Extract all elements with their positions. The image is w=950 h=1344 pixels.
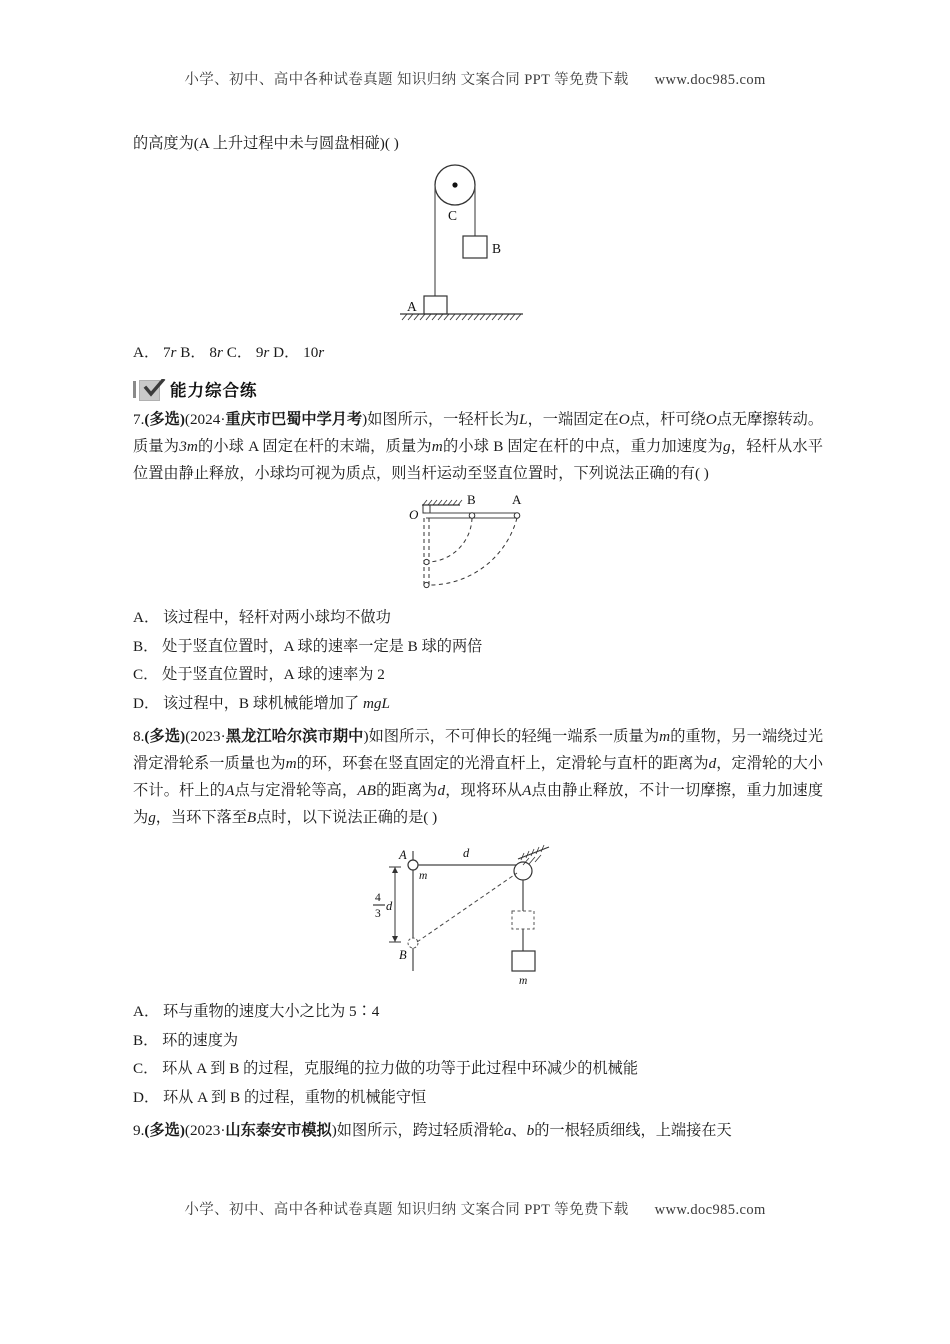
question-9-stem: 9.(多选)(2023·山东泰安市模拟)如图所示，跨过轻质滑轮a、b的一根轻质细线，上端接在天 — [133, 1122, 732, 1139]
svg-text:A: A — [399, 848, 407, 862]
answers-q6-line — [133, 339, 823, 366]
svg-text:4: 4 — [375, 892, 381, 904]
q7-option-b: B． 处于竖直位置时，A 球的速率一定是 B 球的两倍 — [133, 637, 483, 655]
svg-text:B: B — [399, 948, 407, 962]
q8-option-a: A． 环与重物的速度大小之比为 5∶4 — [133, 1003, 380, 1020]
answer-d: D． 10r — [273, 344, 325, 361]
watermark-text-bottom: 小学、初中、高中各种试卷真题 知识归纳 文案合同 PPT 等免费下载 — [184, 1202, 629, 1218]
section-header-ability-practice — [133, 377, 823, 401]
q9-source: 山东泰安市模拟 — [225, 1122, 332, 1139]
svg-text:d: d — [463, 846, 470, 860]
svg-text:B: B — [467, 493, 476, 507]
watermark-text: 小学、初中、高中各种试卷真题 知识归纳 文案合同 PPT 等免费下载 — [184, 72, 629, 88]
q7-type-tag: (多选) — [144, 411, 185, 428]
svg-text:C: C — [448, 208, 458, 223]
figure-ring-rod-pulley — [133, 837, 823, 992]
figure-rotating-rod — [133, 493, 823, 598]
svg-text:O: O — [409, 507, 419, 522]
answer-c: C． 9r — [226, 344, 270, 361]
watermark-url-bottom: www.doc985.com — [654, 1202, 766, 1218]
svg-text:A: A — [407, 299, 417, 314]
question-8-options — [133, 998, 823, 1112]
svg-text:3: 3 — [375, 908, 381, 920]
q8-number: 8. — [133, 728, 145, 745]
page-content — [133, 130, 823, 1144]
svg-text:m: m — [519, 975, 528, 987]
q7-option-d: D． 该过程中，B 球机械能增加了 mgL — [133, 694, 390, 712]
q9-number: 9. — [133, 1122, 145, 1139]
svg-text:d: d — [386, 899, 393, 913]
q7-option-c: C． 处于竖直位置时，A 球的速率为 2 — [133, 666, 385, 683]
svg-text:m: m — [419, 870, 428, 882]
svg-text:B: B — [492, 241, 502, 256]
watermark-url: www.doc985.com — [654, 72, 766, 88]
question-7-options — [133, 604, 823, 718]
q9-type-tag: (多选) — [144, 1122, 185, 1139]
q8-type-tag: (多选) — [144, 728, 186, 745]
q8-option-b: B． 环的速度为 — [133, 1031, 239, 1049]
figure-pulley-block — [133, 163, 823, 333]
question-7-stem: 7.(多选)(2024·重庆市巴蜀中学月考)如图所示，一轻杆长为L，一端固定在O点，杆可绕O点无摩擦转动。质量为3m的小球 A 固定在杆的末端，质量为m的小球 B 固定在杆的中点，重力加速度为g，轻杆从水平位置由静止释放，小球均可视为质点，则当杆运动至竖直位置时，下列说法正确的有( ) — [133, 411, 824, 482]
q8-source: 黑龙江哈尔滨市期中 — [225, 728, 364, 745]
q7-option-a: A． 该过程中，轻杆对两小球均不做功 — [133, 609, 391, 626]
q8-option-c: C． 环从 A 到 B 的过程，克服绳的拉力做的功等于此过程中环减少的机械能 — [133, 1060, 639, 1077]
section-title: 能力综合练 — [170, 381, 258, 400]
question-8-stem: 8.(多选)(2023·黑龙江哈尔滨市期中)如图所示，不可伸长的轻绳一端系一质量为m的重物，另一端绕过光滑定滑轮系一质量也为m的环，环套在竖直固定的光滑直杆上，定滑轮与直杆的距离为d，定滑轮的大小不计。杆上的A点与定滑轮等高，AB的距离为d，现将环从A点由静止释放，不计一切摩擦，重力加速度为g，当环下落至B点时，以下说法正确的是( ) — [133, 728, 824, 826]
watermark-top — [0, 68, 950, 89]
answer-b: B． 8r — [180, 344, 223, 361]
watermark-bottom — [0, 1198, 950, 1219]
q7-source: 重庆市巴蜀中学月考 — [225, 411, 363, 428]
answer-a: A． 7r — [133, 344, 177, 361]
svg-text:A: A — [512, 493, 522, 507]
q7-number: 7. — [133, 411, 145, 428]
q8-option-d: D． 环从 A 到 B 的过程，重物的机械能守恒 — [133, 1088, 427, 1106]
checkmark-icon — [133, 380, 163, 399]
carryover-line: 的高度为(A 上升过程中未与圆盘相碰)( ) — [133, 135, 399, 152]
